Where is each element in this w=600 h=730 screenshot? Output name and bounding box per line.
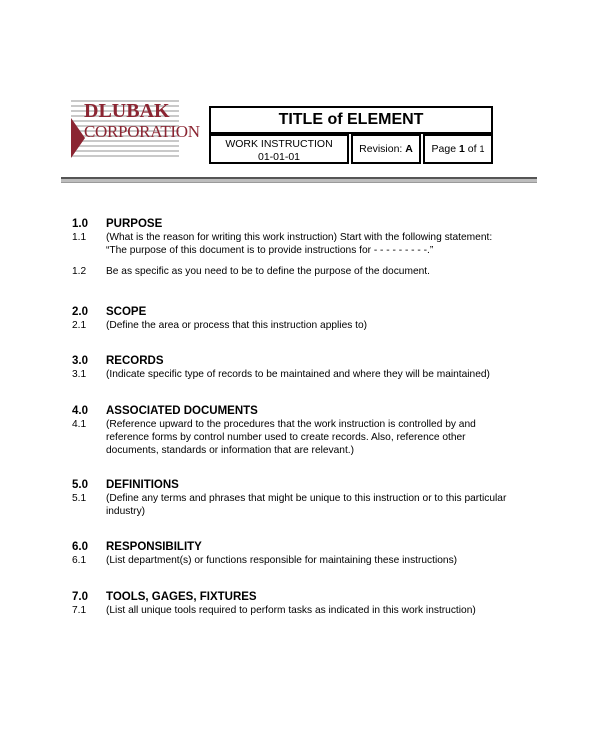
list-item xyxy=(72,492,542,518)
logo-triangle xyxy=(71,118,85,158)
item-number: 2.1 xyxy=(72,320,87,331)
page-label: Page xyxy=(431,143,457,155)
header-divider xyxy=(61,177,537,183)
section-heading xyxy=(72,217,542,231)
item-text: “The purpose of this document is to provide instructions for - - - - - - - - -.” xyxy=(106,245,434,256)
section-heading xyxy=(72,590,542,604)
section-title: PURPOSE xyxy=(106,218,163,230)
section-heading xyxy=(72,478,542,492)
item-number: 4.1 xyxy=(72,419,87,430)
revision-cell xyxy=(351,134,421,164)
section-title: RESPONSIBILITY xyxy=(106,541,202,553)
list-item xyxy=(72,554,542,567)
section-heading xyxy=(72,540,542,554)
section-title: DEFINITIONS xyxy=(106,479,179,491)
item-text: (Reference upward to the procedures that the work instruction is controlled by and reference forms by control number used to create records. Also, reference other documents, standards or information that are relevant.) xyxy=(106,419,476,456)
section-number: 3.0 xyxy=(72,355,88,367)
item-number: 6.1 xyxy=(72,555,87,566)
section-number: 1.0 xyxy=(72,218,88,230)
section-number: 6.0 xyxy=(72,541,88,553)
list-item xyxy=(72,319,542,332)
item-text: Be as specific as you need to be to define the purpose of the document. xyxy=(106,266,430,277)
list-item xyxy=(72,231,542,244)
section-title: RECORDS xyxy=(106,355,164,367)
revision-value: A xyxy=(405,143,413,155)
item-number xyxy=(72,244,106,257)
list-item xyxy=(72,418,542,457)
list-item xyxy=(72,368,542,381)
item-number: 1.2 xyxy=(72,266,87,277)
list-item xyxy=(72,265,542,278)
page-current: 1 xyxy=(458,143,465,155)
section-title: TOOLS, GAGES, FIXTURES xyxy=(106,591,257,603)
item-text: (Define any terms and phrases that might be unique to this instruction or to this particular industry) xyxy=(106,493,507,517)
logo-subtitle: CORPORATION xyxy=(84,122,200,141)
section-number: 4.0 xyxy=(72,405,88,417)
list-item xyxy=(72,604,542,617)
section-associated-documents xyxy=(72,404,542,457)
item-number: 1.1 xyxy=(72,232,87,243)
section-scope xyxy=(72,305,542,332)
section-title: SCOPE xyxy=(106,306,147,318)
work-instruction-cell xyxy=(209,134,349,164)
section-title: ASSOCIATED DOCUMENTS xyxy=(106,405,258,417)
section-responsibility xyxy=(72,540,542,567)
work-instruction-number: 01-01-01 xyxy=(257,151,301,163)
list-item xyxy=(72,244,542,257)
page-number-cell xyxy=(423,134,493,164)
section-number: 5.0 xyxy=(72,479,88,491)
item-text: (What is the reason for writing this work instruction) Start with the following statement: xyxy=(106,232,493,243)
element-title: TITLE of ELEMENT xyxy=(209,106,493,134)
section-heading xyxy=(72,305,542,319)
revision-label: Revision: xyxy=(359,143,403,155)
company-logo xyxy=(71,100,200,158)
section-heading xyxy=(72,404,542,418)
item-text: (Define the area or process that this instruction applies to) xyxy=(106,320,368,331)
item-text: (List all unique tools required to perform tasks as indicated in this work instruction) xyxy=(106,605,476,616)
page-total: 1 xyxy=(479,144,485,154)
item-number: 3.1 xyxy=(72,369,87,380)
section-purpose xyxy=(72,217,542,278)
logo-name: DLUBAK xyxy=(84,100,170,122)
section-heading xyxy=(72,354,542,368)
section-definitions xyxy=(72,478,542,518)
item-number: 5.1 xyxy=(72,493,87,504)
section-records xyxy=(72,354,542,381)
item-text: (List department(s) or functions responsible for maintaining these instructions) xyxy=(106,555,458,566)
section-number: 7.0 xyxy=(72,591,88,603)
item-number: 7.1 xyxy=(72,605,87,616)
work-instruction-label: WORK INSTRUCTION xyxy=(225,138,333,150)
section-number: 2.0 xyxy=(72,306,88,318)
page-of: of xyxy=(467,143,477,155)
section-tools-gages-fixtures xyxy=(72,590,542,617)
item-text: (Indicate specific type of records to be maintained and where they will be maintained) xyxy=(106,369,490,380)
